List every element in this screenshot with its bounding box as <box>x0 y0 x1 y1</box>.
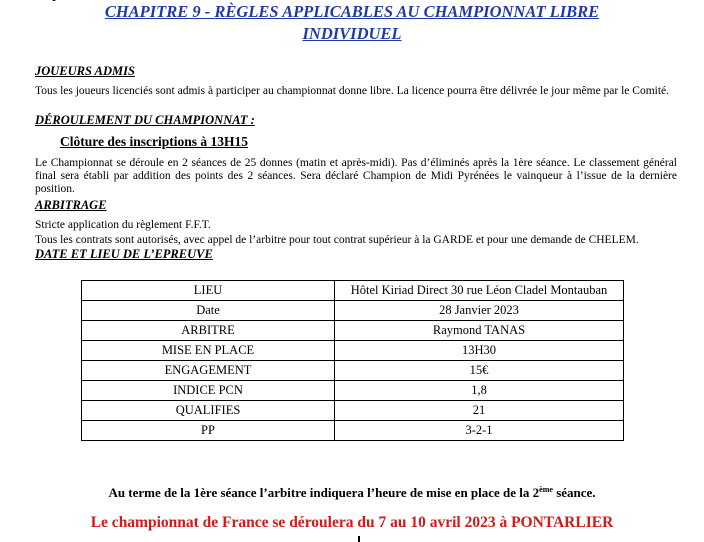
table-value-indice-pcn: 1,8 <box>335 381 624 401</box>
table-value-pp: 3-2-1 <box>335 421 624 441</box>
joueurs-admis-text: Tous les joueurs licenciés sont admis à participer au championnat donne libre. La licence pourra être délivrée le jour même par le Comité. <box>35 85 670 97</box>
table-row <box>82 381 624 401</box>
note-superscript: ème <box>539 485 553 494</box>
deroulement-text: Le Championnat se déroule en 2 séances de 25 donnes (matin et après-midi). Pas d’éliminés après la 1ère séance. Le classement général final sera établi par addition des points des 2 séances. Sera déclaré Champion de Midi Pyrénées le vainqueur à l’issue de la dernière position. <box>35 157 677 195</box>
table-value-arbitre: Raymond TANAS <box>335 321 624 341</box>
table-row <box>82 301 624 321</box>
championnat-france-announcement: Le championnat de France se déroulera du 7 au 10 avril 2023 à PONTARLIER <box>90 514 614 531</box>
note-text-after: séance. <box>552 485 596 500</box>
table-row <box>82 421 624 441</box>
page-mark <box>358 536 360 542</box>
chapter-title-line1: CHAPITRE 9 - RÈGLES APPLICABLES AU CHAMPIONNAT LIBRE <box>104 2 600 21</box>
cloture-inscriptions-heading: Clôture des inscriptions à 13H15 <box>60 134 249 149</box>
chapter-title-line2: INDIVIDUEL <box>302 24 402 43</box>
table-label-date: Date <box>82 301 335 321</box>
note-mise-en-place <box>0 482 704 500</box>
table-row <box>82 321 624 341</box>
table-label-lieu: LIEU <box>82 281 335 301</box>
table-row <box>82 401 624 421</box>
event-info-table <box>81 280 624 441</box>
table-label-engagement: ENGAGEMENT <box>82 361 335 381</box>
section-date-lieu-heading: DATE ET LIEU DE L’EPREUVE <box>35 247 213 261</box>
table-value-qualifies: 21 <box>335 401 624 421</box>
table-label-pp: PP <box>82 421 335 441</box>
section-joueurs-admis-heading: JOUEURS ADMIS <box>35 64 135 78</box>
table-value-engagement: 15€ <box>335 361 624 381</box>
table-row <box>82 281 624 301</box>
arbitrage-line2: Tous les contrats sont autorisés, avec appel de l’arbitre pour tout contrat supérieur à la GARDE et pour une demande de CHELEM. <box>35 234 639 246</box>
table-label-qualifies: QUALIFIES <box>82 401 335 421</box>
note-text-before: Au terme de la 1ère séance l’arbitre indiquera l’heure de mise en place de la 2 <box>108 485 540 500</box>
table-row <box>82 341 624 361</box>
table-label-mise-en-place: MISE EN PLACE <box>82 341 335 361</box>
arbitrage-line1: Stricte application du règlement F.F.T. <box>35 219 211 231</box>
table-label-arbitre: ARBITRE <box>82 321 335 341</box>
section-arbitrage-heading: ARBITRAGE <box>35 198 107 212</box>
table-value-mise-en-place: 13H30 <box>335 341 624 361</box>
table-value-date: 28 Janvier 2023 <box>335 301 624 321</box>
table-row <box>82 361 624 381</box>
table-value-lieu: Hôtel Kiriad Direct 30 rue Léon Cladel Montauban <box>335 281 624 301</box>
decorative-dot <box>52 0 56 1</box>
section-deroulement-heading: DÉROULEMENT DU CHAMPIONNAT : <box>35 113 255 127</box>
table-label-indice-pcn: INDICE PCN <box>82 381 335 401</box>
